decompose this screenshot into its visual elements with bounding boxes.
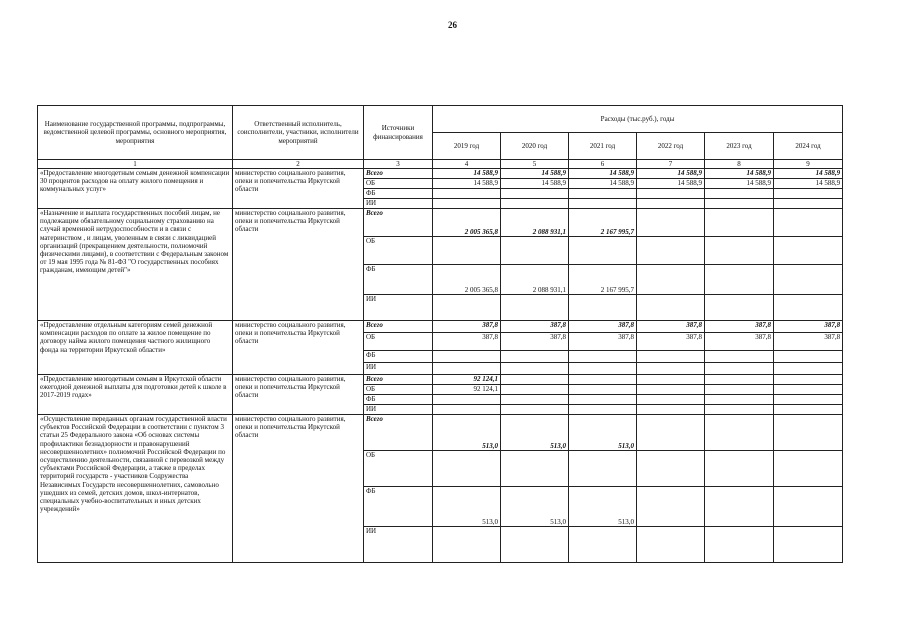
- expense-value: 387,8: [774, 321, 843, 333]
- funding-source: ФБ: [364, 395, 433, 405]
- expense-value: [637, 237, 705, 265]
- expense-value: [501, 375, 569, 385]
- expense-value: [501, 363, 569, 375]
- expense-value: 387,8: [433, 321, 501, 333]
- funding-source: ИИ: [364, 527, 433, 563]
- expense-value: 387,8: [637, 333, 705, 351]
- expense-value: [774, 189, 843, 199]
- expense-value: 14 588,9: [501, 169, 569, 179]
- expense-value: [774, 363, 843, 375]
- expense-value: [774, 265, 843, 295]
- table-row: [38, 415, 843, 451]
- expense-value: [569, 189, 637, 199]
- expense-value: [637, 451, 705, 487]
- expense-value: 387,8: [501, 333, 569, 351]
- expense-value: [637, 527, 705, 563]
- expenses-table: [37, 105, 843, 563]
- executor: министерство социального развития, опеки и попечительства Иркутской области: [233, 415, 364, 563]
- expense-value: [569, 295, 637, 321]
- expense-value: [501, 199, 569, 209]
- header-year: 2023 год: [705, 133, 774, 160]
- expense-value: [569, 385, 637, 395]
- expense-value: [637, 351, 705, 363]
- expense-value: [637, 405, 705, 415]
- expense-value: [433, 237, 501, 265]
- funding-source: ИИ: [364, 363, 433, 375]
- expense-value: [705, 209, 774, 237]
- expense-value: [501, 237, 569, 265]
- expense-value: [433, 199, 501, 209]
- expense-value: 2 167 995,7: [569, 209, 637, 237]
- expense-value: 14 588,9: [433, 179, 501, 189]
- expense-value: [569, 237, 637, 265]
- expense-value: 14 588,9: [774, 179, 843, 189]
- funding-source: ФБ: [364, 189, 433, 199]
- expense-value: [705, 189, 774, 199]
- expense-value: [501, 189, 569, 199]
- expense-value: [774, 395, 843, 405]
- expense-value: [637, 265, 705, 295]
- expense-value: [501, 451, 569, 487]
- expense-value: 387,8: [569, 321, 637, 333]
- expense-value: 14 588,9: [569, 179, 637, 189]
- expense-value: 387,8: [705, 321, 774, 333]
- page-number: 26: [448, 20, 457, 30]
- column-number: 7: [637, 160, 705, 169]
- column-number: 4: [433, 160, 501, 169]
- header-name: Наименование государственной программы, подпрограммы, ведомственной целевой программы, основного мероприятия, мероприятия: [38, 106, 233, 160]
- table-row: [38, 321, 843, 333]
- expense-value: [705, 385, 774, 395]
- expense-value: [705, 237, 774, 265]
- expense-value: [433, 451, 501, 487]
- funding-source: ФБ: [364, 487, 433, 527]
- executor: министерство социального развития, опеки и попечительства Иркутской области: [233, 375, 364, 415]
- column-number: 1: [38, 160, 233, 169]
- expense-value: 387,8: [637, 321, 705, 333]
- expense-value: [774, 451, 843, 487]
- header-year: 2021 год: [569, 133, 637, 160]
- expense-value: 14 588,9: [637, 169, 705, 179]
- activity-name: «Назначение и выплата государственных пособий лицам, не подлежащим обязательному социальному страхованию на случай временной нетрудоспособности и в связи с материнством , и лицам, уволенным в связи с ликвидацией организаций (прекращением деятельности, полномочий физическими лицами), в соответствии с Федеральным законом от 19 мая 1995 года № 81-ФЗ "О государственных пособиях гражданам, имеющим детей"»: [38, 209, 233, 321]
- activity-name: «Осуществление переданных органам государственной власти субъектов Российской Федерации в соответствии с пунктом 3 статьи 25 Федерального закона «Об основах системы профилактики безнадзорности и правонарушений несовершеннолетних» полномочий Российской Федерации по осуществлению деятельности, связанной с перевозкой между субъектами Российской Федерации, а также в пределах территорий государств - участников Содружества Независимых Государств несовершеннолетних, самовольно ушедших из семей, детских домов, школ-интернатов, специальных учебно-воспитательных и иных детских учреждений»: [38, 415, 233, 563]
- funding-source: Всего: [364, 209, 433, 237]
- expense-value: [705, 199, 774, 209]
- expense-value: [569, 395, 637, 405]
- expense-value: [501, 527, 569, 563]
- funding-source: Всего: [364, 169, 433, 179]
- expense-value: [705, 415, 774, 451]
- funding-source: ОБ: [364, 333, 433, 351]
- expense-value: [705, 351, 774, 363]
- column-number: 5: [501, 160, 569, 169]
- header-year: 2019 год: [433, 133, 501, 160]
- funding-source: ИИ: [364, 405, 433, 415]
- funding-source: ИИ: [364, 199, 433, 209]
- expense-value: 387,8: [774, 333, 843, 351]
- expense-value: [705, 451, 774, 487]
- expense-value: 513,0: [433, 487, 501, 527]
- expense-value: [433, 405, 501, 415]
- header-source: Источники финансирования: [364, 106, 433, 160]
- expense-value: [774, 351, 843, 363]
- table-row: [38, 375, 843, 385]
- funding-source: ОБ: [364, 385, 433, 395]
- table-row: [38, 209, 843, 237]
- expense-value: 387,8: [705, 333, 774, 351]
- activity-name: «Предоставление отдельным категориям семей денежной компенсации расходов по оплате за жилое помещение по договору найма жилого помещения частного жилищного фонда на территории Иркутской области»: [38, 321, 233, 375]
- expense-value: [705, 395, 774, 405]
- expense-value: [705, 375, 774, 385]
- expense-value: [637, 375, 705, 385]
- expense-value: [433, 527, 501, 563]
- header-year: 2022 год: [637, 133, 705, 160]
- expense-value: [637, 363, 705, 375]
- expense-value: [774, 527, 843, 563]
- expense-value: [637, 199, 705, 209]
- expense-value: [637, 487, 705, 527]
- column-number: 2: [233, 160, 364, 169]
- expense-value: 513,0: [569, 487, 637, 527]
- header-executor: Ответственный исполнитель, соисполнители, участники, исполнители мероприятий: [233, 106, 364, 160]
- table-row: [38, 169, 843, 179]
- expense-value: [774, 237, 843, 265]
- executor: министерство социального развития, опеки и попечительства Иркутской области: [233, 169, 364, 209]
- expense-value: [501, 405, 569, 415]
- expense-value: [501, 295, 569, 321]
- executor: министерство социального развития, опеки и попечительства Иркутской области: [233, 321, 364, 375]
- expense-value: [705, 295, 774, 321]
- expense-value: [774, 415, 843, 451]
- expense-value: 92 124,1: [433, 385, 501, 395]
- expense-value: [637, 415, 705, 451]
- expense-value: [705, 527, 774, 563]
- expense-value: 2 005 365,8: [433, 209, 501, 237]
- funding-source: Всего: [364, 415, 433, 451]
- activity-name: «Предоставление многодетным семьям денежной компенсации 30 процентов расходов на оплату жилого помещения и коммунальных услуг»: [38, 169, 233, 209]
- expense-value: [774, 405, 843, 415]
- expense-value: [705, 405, 774, 415]
- expense-value: 14 588,9: [637, 179, 705, 189]
- expense-value: [569, 351, 637, 363]
- column-numbers-row: [38, 160, 843, 169]
- expense-value: [501, 385, 569, 395]
- expense-value: 2 005 365,8: [433, 265, 501, 295]
- expense-value: 387,8: [569, 333, 637, 351]
- funding-source: Всего: [364, 375, 433, 385]
- funding-source: ОБ: [364, 237, 433, 265]
- expense-value: 513,0: [501, 487, 569, 527]
- expense-value: [637, 395, 705, 405]
- table-body: [38, 160, 843, 563]
- funding-source: ОБ: [364, 179, 433, 189]
- expense-value: 14 588,9: [433, 169, 501, 179]
- funding-source: ИИ: [364, 295, 433, 321]
- expense-value: [433, 395, 501, 405]
- expense-value: [705, 265, 774, 295]
- expense-value: 92 124,1: [433, 375, 501, 385]
- expense-value: [705, 363, 774, 375]
- expense-value: [774, 375, 843, 385]
- header-year: 2024 год: [774, 133, 843, 160]
- expense-value: [774, 385, 843, 395]
- expense-value: [637, 385, 705, 395]
- expense-value: 14 588,9: [501, 179, 569, 189]
- expense-value: 387,8: [433, 333, 501, 351]
- expense-value: 14 588,9: [774, 169, 843, 179]
- expense-value: 14 588,9: [569, 169, 637, 179]
- column-number: 3: [364, 160, 433, 169]
- expense-value: [433, 363, 501, 375]
- expense-value: 14 588,9: [705, 169, 774, 179]
- funding-source: ФБ: [364, 265, 433, 295]
- expense-value: 513,0: [501, 415, 569, 451]
- expense-value: 513,0: [569, 415, 637, 451]
- expense-value: [569, 451, 637, 487]
- funding-source: Всего: [364, 321, 433, 333]
- expense-value: [433, 189, 501, 199]
- expense-value: [433, 295, 501, 321]
- expense-value: [705, 487, 774, 527]
- expense-value: [569, 527, 637, 563]
- expense-value: 387,8: [501, 321, 569, 333]
- activity-name: «Предоставление многодетным семьям в Иркутской области ежегодной денежной выплаты для подготовки детей к школе в 2017-2019 годах»: [38, 375, 233, 415]
- column-number: 8: [705, 160, 774, 169]
- expense-value: 2 088 931,1: [501, 209, 569, 237]
- expense-value: 513,0: [433, 415, 501, 451]
- expense-value: [569, 199, 637, 209]
- column-number: 6: [569, 160, 637, 169]
- expense-value: [774, 199, 843, 209]
- expense-value: [637, 189, 705, 199]
- expense-value: 2 088 931,1: [501, 265, 569, 295]
- expense-value: [774, 487, 843, 527]
- column-number: 9: [774, 160, 843, 169]
- expense-value: 2 167 995,7: [569, 265, 637, 295]
- expense-value: [501, 395, 569, 405]
- expense-value: [501, 351, 569, 363]
- expense-value: [433, 351, 501, 363]
- expense-value: [569, 405, 637, 415]
- executor: министерство социального развития, опеки и попечительства Иркутской области: [233, 209, 364, 321]
- expense-value: [569, 375, 637, 385]
- expense-value: [774, 295, 843, 321]
- funding-source: ОБ: [364, 451, 433, 487]
- expense-value: [637, 209, 705, 237]
- header-expenses: Расходы (тыс.руб.), годы: [433, 106, 843, 133]
- expense-value: [569, 363, 637, 375]
- expense-value: [637, 295, 705, 321]
- expense-value: 14 588,9: [705, 179, 774, 189]
- expense-value: [774, 209, 843, 237]
- funding-source: ФБ: [364, 351, 433, 363]
- header-year: 2020 год: [501, 133, 569, 160]
